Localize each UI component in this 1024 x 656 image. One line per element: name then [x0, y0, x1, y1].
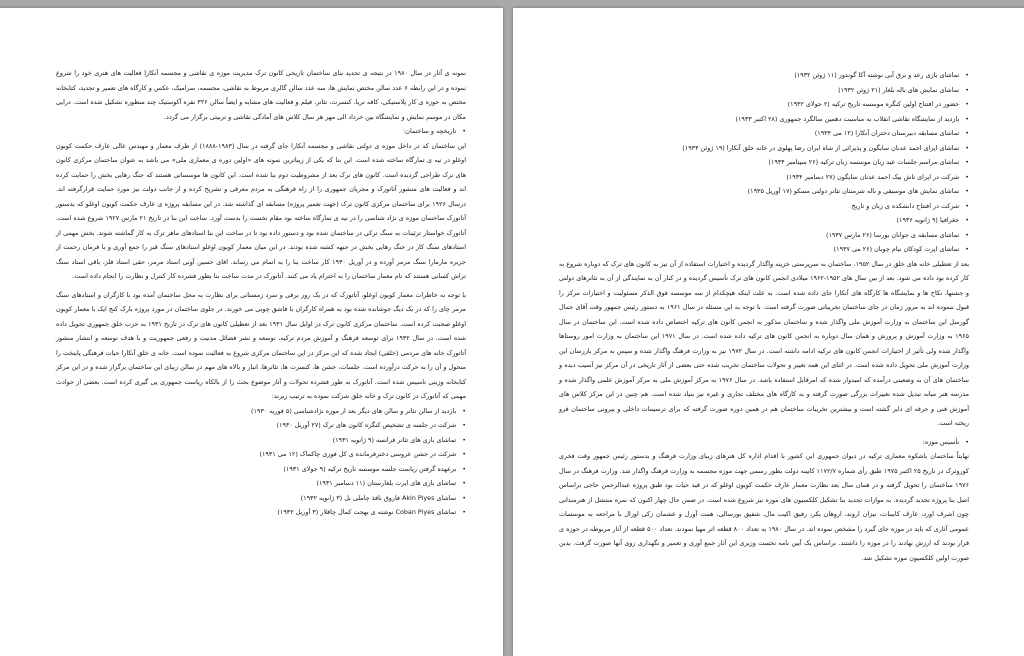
list-item: • تماشای بازی های تئاتر فرانسه (۹ ژانویه ۱۹۳۱) — [56, 433, 466, 448]
list-item: • برعهده گرفتن ریاست جلسه موسسه تاریخ ترکیه (۹ جولای ۱۹۳۱) — [56, 462, 466, 477]
list-item: • تماشای مسابقه دبیرستان دختران آنکارا (۱۲ می ۱۹۳۴) — [559, 126, 969, 141]
list-item: • بازدید از نمایشگاه نقاشی انقلاب به مناسبت دهمین سالگرد جمهوری (۲۸ اکتبر ۱۹۳۳) — [559, 112, 969, 127]
document-page-right — [513, 8, 1024, 656]
list-item: • تماشای نمایش های باله بلغار (۲۱ ژوئن ۱۹۳۲) — [559, 83, 969, 98]
later-history-paragraph: بعد از تعطیلی خانه های خلق در سال ۱۹۵۲، ساختمان به سرپرستی خزینه واگذار گردیده و اختیارات استفاده از آن نیز به کانون های ترک که دوباره شروع به کار کرده بود داده می شود. بعد از بین سال های ۱۹۵۲-۱۹۶۲ میلادی انجمن کانون های ترک تأسیس گردیده و در کنار آن به نمایندگی از آن به تئاترهای دولتی و جشنها، نکاح ها و نمایشگاه ها کارگاه های آنکارا جای داده شده است. به علت اینکه هیچکدام از سه موسسه فوق الذکر مسئولیت و اختیارات مرکز را قبول ننموده اند به مرور زمان در جای ساختمان تخریباتی صورت گرفته است. با توجه به این مسئله در سال ۱۹۶۱ به دستور رئیس جمهور وقت آقای جمال گورسل این ساختمان به وزارت آموزش ملی واگذار شده و ساختمان مذکور به انجمن کانون های ترکیه اختصاص داده شده است. این ساختمان در سال ۱۹۶۵ به وزارت آموزش و پرورش و همان سال دوباره به انجمن کانون های ترکیه داده شده است. در سال ۱۹۷۱ این ساختمان به وزارت امور روستاها واگذار شده ولی تأثیر از اختیارات انجمن کانون های ترکیه ادامه داشته است. در سال ۱۹۷۲ نیز به وزارت فرهنگ واگذار شده و سپس به مرکز بازرسان این وزارت آموزش ملی تحویل داده شده است. در اثنای این همه تغییر و تحولات ساختمان تخریب شده حتی بعضی از آثار تاریخی در آن مرکز نیز آسیب دیده و ساختمان های آن به وضعیتی درآمده که امیدوار شده که امرقابل استفاده باشد. در سال ۱۹۷۶ به مرکز آموزش ملی به مرکز آموزش علمی واگذار شده و مدرسه هنر مبانه تبدیل شده تغییرات بزرگی صورت گرفته و به کارگاه های مختلف تجاری و غیره نیز بنیاد شده است. هم چنین در این مرکز کلاس های آموزش فنی و حرفه ای دایر گشته است و بیشترین تخریبات ساختمان هم در همین دوره صورت گرفته که برای ترسیمات داخلی و بیرونی ساختمان فرو ریخته است. — [559, 259, 970, 427]
list-item: • تماشای اپرای احمد عدنان سایگون و پذیرائی از شاه ایران رضا پهلوی در خانه خلق آنکارا (۱۹ ژوئن ۱۹۳۴) — [559, 141, 969, 156]
list-item: • تماشای اپرت کودکان نیام چوبان (۲۶ می ۱۹۳۷) — [559, 242, 969, 257]
list-item: • حضور در افتتاح اولین کنگره موسسه تاریخ ترکیه (۲ جولای ۱۹۳۲) — [559, 97, 969, 112]
document-page-left — [0, 8, 503, 656]
list-item: • تماشای Akin Piyes فاروق نافذ چاملی بل (۳ ژانویه ۱۹۳۲) — [56, 491, 466, 506]
section-heading-history: • تاریخچه و ساختمان: — [56, 124, 466, 139]
list-item: • تماشای بازی های اپرت بلغارستان (۱۱ دسامبر ۱۹۳۱) — [56, 476, 466, 491]
events-list — [56, 404, 466, 520]
list-item: • تماشای بازی رعد و برق آبی نوشته آکا گوندوز (۱۱ ژوئن ۱۹۳۲) — [559, 68, 969, 83]
list-item: • شرکت در جشن عروسی دخترفرمانده ی کل فوزی چاکماک (۱۲ می ۱۹۳۱) — [56, 447, 466, 462]
list-item: • شرکت در افتتاح دانشکده ی زبان و تاریخ — [559, 199, 969, 214]
list-item: • شرکت در جلسه ی تشخیص کنگره کانون های ترک (۲۷ آوریل ۱۹۳۰) — [56, 418, 466, 433]
list-item: • تماشای نمایش های موسیقی و باله شرمنتان تئاتر دولتی مسکو (۱۷ آوریل ۱۹۳۵) — [559, 184, 969, 199]
history-paragraph-1: این ساختمان که در داخل موزه ی دولتی نقاشی و مجسمه آنکارا جای گرفته در سال (۱۹۸۳-۱۸۸۸) از طرف معمار و مهندس عالی عارف حکمت کویون اوغلو در نیه ی تمارگاه ساخته شده است. این بنا که یکی از زیباترین نمونه های «اولین دوره ی معماری ملی» می باشد به عنوان ساختمان مرکزی کانون های ترک طراحی گردیده است. کانون های ترک بعد از مشروطیت دوم بنا شده است. این کانون ها موسساتی هستند که جنگ رهایی بخش را حمایت کرده اند و فعالیت های منشور آتاتورک و مجریان جمهوری را از راه فرهنگی به مردم معرفی و تشریح کرده و از جانب دولت نیز مورد حمایت قرارگرفته اند. درسال ۱۹۲۶ برای ساختمان مرکزی کانون ترک (جهت تعمیر پروژه) مسابقه ای گذاشته شد. در این مسابقه پروژه ی عارف حکمت کویون اوغلو که بدستور آتاتورک ساختمان موزه ی نژاد شناسی را در نیه ی تمارگاه ساخته بود مقام نخست را بدست آورد. ساخت این بنا در تاریخ ۲۱ مارس ۱۹۲۷ شروع شده است. آتاتورک خواستار تزئینات به سنگ ترکی در ساختمان شده بود و دستور داده بود تا در ساخت این بنا استادهای ماهر ترک به کار گماشته شوند. بخش مهمی از استادهای سنگ کار در جنگ رهایی بخش در جبهه کشته شده بودند. در این میان معمار کویون اوغلو استادهای سنگ قبر را جمع آوری و با فرمان رحمت از جزیره مارمارا سنگ مرمر آورده و در آوریل ۱۹۳۰ کار ساخت بنا را به اتمام می رساند. اقای حسین آونی استاد مرمر، حقی استاد فلز، باقی استاد سنگ تراش کسانی هستند که نام معمار ساختمان را به احترام یاد می کنند. آتاتورک در مدت ساخت بنا بطور فشرده کار کنترل و نظارت را انجام داده است. — [56, 141, 467, 280]
list-item: • تماشای مراسم جلسات عید زبان موسسه زبان ترکیه (۲۶ سپتامبر ۱۹۳۴) — [559, 155, 969, 170]
intro-paragraph: نمونه ی آثار در سال ۱۹۸۰ در نتیجه ی تجدید بنای ساختمان تاریخی کانون ترک مدیریت موزه ی نقاشی و مجسمه آنکارا فعالیت های هنری خود را شروع نموده و در این رابطه ۶ عدد سالن مختص نمایش ها، سه عدد سالن گالری مربوط به نقاشی، مجسمه، سرامیک، عکس و کارگاه های تعمیر و تجدید، کتابخانه مختص به حوزه ی کار پلاستیکی، کافه تریا، کنسرت، تئاتر، فیلم و فعالیت های مشابه و ایضاً سالن ۳۲۶ نفره آکوستیک چند منظوره تشکیل شده است. درایی مکان در موسم نمایش و نمایشگاه بین خرداد الی مهر هر سال کلاس های آمادگی نقاشی و تربیتی برگزار می گردد. — [56, 69, 466, 121]
list-item: • شرکت در اپرای تاش بیک احمد عدنان سایگون (۲۷ دسامبر ۱۹۳۴) — [559, 170, 969, 185]
list-item: • تماشای Coban Piyes نوشته ی بهجت کمال چاقلار (۳ آوریل ۱۹۳۲) — [56, 505, 466, 520]
list-item: • تماشای مسابقه ی جوانان بورسا (۲۶ مارس ۱۹۳۷) — [559, 228, 969, 243]
founding-paragraph: نهایتاً ساختمان باشکوه معماری ترکیه در دیوان جمهوری این کشور با اقدام اداره کل هنرهای زیبای وزارت فرهنگ و بدستور رئیس جمهور وقت فخری کوروترک در تاریخ ۲۵ اکتبر ۱۹۷۵ طبق رأی شماره ۱۱۷۲/۷ کابینه دولت بطور رسمی جهت موزه مجسمه به وزارت فرهنگ واگذار شد. وزارت فرهنگ در سال ۱۹۷۶ ساختمان را تحویل گرفته و در همان سال بعد نظارت معمار عارف حکمت کویون اوغلو که در قید حیات بود طبق پروژه عبدالرحمن حاجی براساس اصل بنا پروژه تجدید گردیده. به موازات تجدید بنا تشکیل کلکسیون های موزه نیز شروع شده است. در ضمن حال چهار اکنون که نمره منتشل از هنرمندانی چون اشرف اورد، عارف کابینات، نیزان اروند، اروهان یکر، رفیق اکیب مال، شفیق بورسالی، همت آورل و عشمان زکی اوزال با مراجعه به موسسات عمومی آثاری که باید در موزه جای گیرد را مشخص نموده اند. در سال ۱۹۸۰ به تعداد ۸۰۰ قطعه اثر مهیا نمودند. تعداد ۵۰۰ قطعه از آثار مربوطه در حوزه ی قرار بودند که ارزش نهادند را در موزه را داشتند. براساس یک آیین نامه نخست وزیری این آثار جمع آوری و تعمیر و نگهداری روی آنها صورت گرفت. بدین صورت اولین کلکسیون موزه تشکیل شد. — [559, 452, 969, 562]
text-column — [56, 66, 466, 520]
list-item: • جغرافیا (۹ ژانویه ۱۹۳۶) — [559, 213, 969, 228]
list-item: • بازدید از سالن تئاتر و سالن های دیگر بعد از موزه نژادشناسی (۵ فوریه ۱۹۳۰) — [56, 404, 466, 419]
text-column — [559, 68, 969, 565]
events-list-continued — [559, 68, 969, 257]
history-paragraph-2: با توجه به خاطرات معمار کویون اوغلو، آتاتورک که در یک روز برفی و سرد زمستانی برای نظارت به محل ساختمان آمده بود با کارگران و استادهای سنگ مرمر چای را که در یک دیگ جوشانده شده بود به همراه کارگران با قاشق چوبی می خورند. در جلوی ساختمان در مورد پروژه بارک کنج ایک با معمار کویون اوغلو صحبت کرده است. ساختمان مرکزی کانون ترک در اوایل سال ۱۹۳۱ بعد از تعطیلی کانون های ترک در تاریخ ۱۹۳۱ به حزب خلق جمهوری تحویل داده شده است. در سال ۱۹۳۲ برای توسعه فرهنگ و آموزش مردم ترکیه، توسعه و نشر فضائل مدنیت و رفعی جمهوریت و با هدف توسعه و انتشار منشور آتاتورک خانه های مردمی (خلقی) ایجاد شده که این مرکز در این ساختمان مرکزی شروع به فعالیت نموده است. خانه ی خلق آنکارا حیات فرهنگی پایتخت را متحول و آن را به حرکت درآورده است. جلسات، جشن ها، کنسرت ها، تئاترها، انبار و بالاه های مهم در سالن زیبای این ساختمان برگزار شده و در این مرکز کتابخانه وزینی تاسیس شده است. آتاتورک به طور فشرده تحولات و آثار موضوع بحث را از بالکاه ریاست جمهوری پی گیری کرده است. بعضی از حوادث مهمی که آتاتورک در کانون ترک و خانه خلق شرکت نموده به ترتیب زیرند: — [56, 290, 466, 400]
section-heading-founding: • تأسیس موزه: — [559, 435, 969, 450]
